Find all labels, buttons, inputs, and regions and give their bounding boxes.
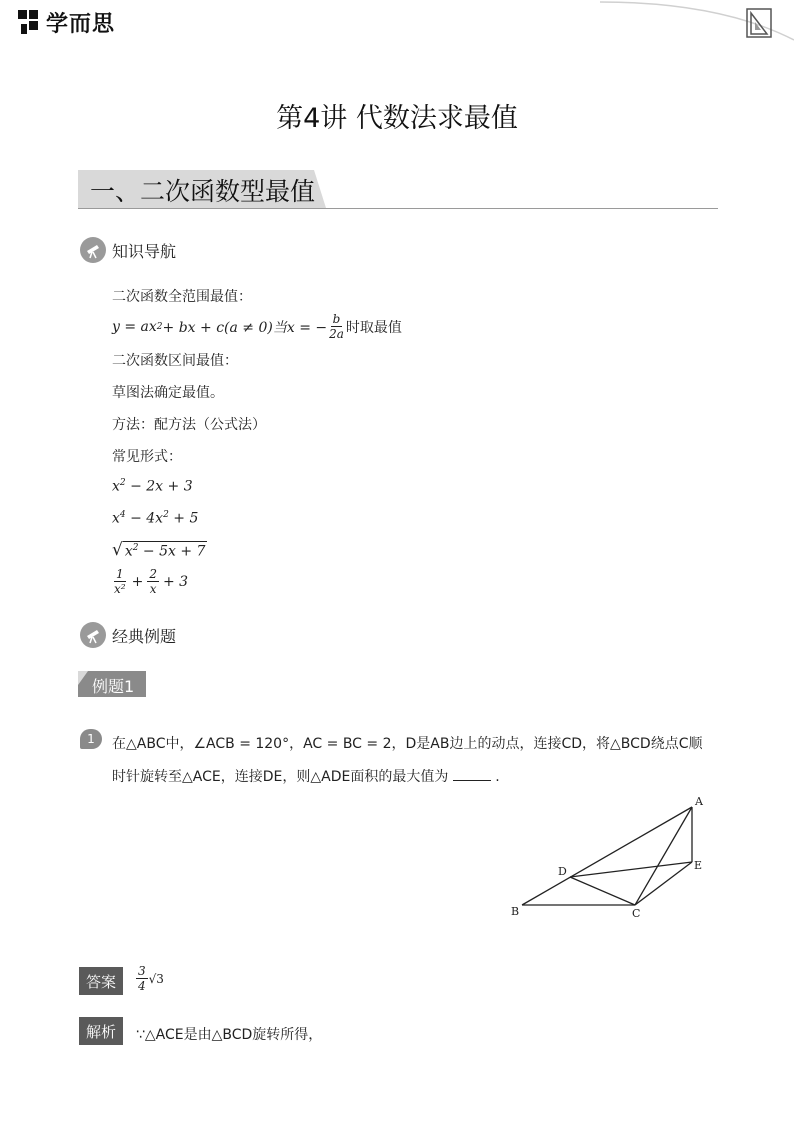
question-line-1: 在△ABC中，∠ACB = 120°，AC = BC = 2，D是AB边上的动点，连接CD，将△BCD绕点C顺 [112, 736, 703, 752]
brand-logo [16, 6, 115, 38]
vertex-mid: + bx + c(a ≠ 0)当x = − [162, 319, 328, 336]
form-4-frac-2: $\frac{2}{x}$ [149, 567, 157, 596]
logo-text: 学而思 [46, 11, 116, 37]
vertex-suffix: 时取最值 [345, 319, 402, 336]
question-line-2-text: 时针旋转至△ACE，连接DE，则△ADE面积的最大值为 [112, 769, 449, 785]
method-label: 方法：配方法（公式法） [112, 417, 266, 433]
interval-label: 二次函数区间最值： [112, 353, 238, 369]
segment-DC [570, 877, 635, 905]
form-1: $x^2 - 2x + 3$ [112, 478, 193, 495]
triangle-figure [505, 790, 720, 925]
form-2: $x^4 - 4x^2 + 5$ [112, 510, 199, 527]
segment-DE [570, 862, 692, 877]
form-4-frac-1: $\frac{1}{\text{x²}}$ [114, 567, 126, 596]
sketch-label: 草图法确定最值。 [112, 385, 224, 401]
telescope-icon [80, 622, 106, 648]
vertex-prefix: y = ax [112, 318, 157, 335]
page-title: 第4讲 代数法求最值 [276, 103, 518, 134]
vertex-formula: y = ax 2 + bx + c(a ≠ 0)当x = − $\frac{b}{2a}$ 时取最值 [112, 312, 402, 341]
vertex-fraction: $\frac{b}{2a}$ [329, 312, 344, 341]
point-label-B: B [511, 905, 520, 918]
section-title: 一、二次函数型最值 [90, 177, 316, 206]
forms-label: 常见形式： [112, 449, 182, 465]
full-range-label: 二次函数全范围最值： [112, 289, 252, 305]
answer-tag: 答案 [79, 967, 123, 995]
knowledge-heading-label: 知识导航 [112, 241, 177, 261]
segment-BA [522, 807, 692, 905]
telescope-icon [80, 237, 106, 263]
segment-CA [635, 807, 692, 905]
point-label-E: E [694, 859, 703, 872]
point-label-A: A [695, 795, 703, 808]
point-label-D: D [558, 865, 567, 878]
answer-fraction: $\frac{3}{4}$ [138, 964, 146, 993]
examples-heading-label: 经典例题 [112, 626, 177, 646]
question-line-2: 时针旋转至△ACE，连接DE，则△ADE面积的最大值为 . [112, 769, 500, 785]
ruler-triangle-icon [746, 8, 772, 38]
analysis-text: ∵△ACE是由△BCD旋转所得， [136, 1027, 323, 1043]
question-number-badge: 1 [80, 729, 102, 749]
form-4: $\frac{1}{\text{x²}}$ + $\frac{2}{x}$ + 3 [114, 567, 189, 596]
form-3: √ $x^2 - 5x + 7$ [112, 540, 206, 560]
answer-value: $\frac{3}{4}$ √3 [138, 964, 164, 993]
knowledge-heading [80, 237, 176, 263]
logo-mark-icon [16, 8, 42, 36]
analysis-tag: 解析 [79, 1017, 123, 1045]
example-tag-label: 例题1 [92, 677, 135, 696]
point-label-C: C [632, 907, 641, 920]
examples-heading [80, 622, 176, 648]
answer-blank [453, 768, 491, 781]
